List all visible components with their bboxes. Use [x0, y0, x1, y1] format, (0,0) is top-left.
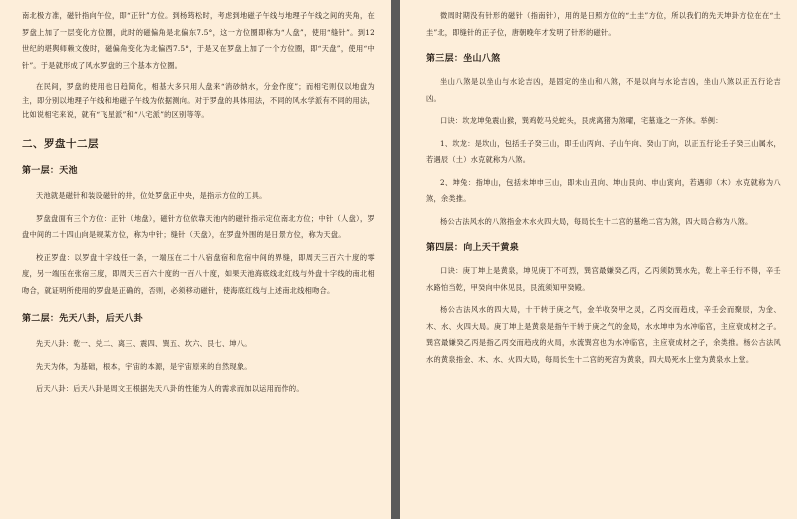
section-heading: 第四层：向上天干黄泉 — [426, 243, 520, 253]
paragraph: 2、坤兔：指坤山，包括未坤申三山，即未山丑向、坤山艮向、申山寅向，若遇卯（木）水克就称为八煞，余类推。 — [426, 177, 781, 203]
left-page — [0, 0, 391, 519]
paragraph: 罗盘盘面有三个方位：正针（地盘），磁针方位依靠天池内的磁针指示定位南北方位；中针（人盘），罗盘中间的二十四山向是规某方位，称为中针；缝针（天盘），在罗盘外围的是日景方位，称为天盘。 — [22, 213, 375, 239]
paragraph: 天池就是磁针和装设磁针的井，位处罗盘正中央，是指示方位的工具。 — [36, 191, 267, 200]
paragraph: 杨公古法风水的四大局，十干转于庚之气，金羊收癸甲之灵，乙丙交而趋戌，辛壬会而聚辰，为金、木、水、火四大局。庚丁坤上是黄泉是指午干转于庚之气的金局，水水坤申为水冲临官，主应衰成材之子。巽宫最嫌癸乙丙是指乙丙交而趋戌的火局，水流巽宫也为水冲临官，主应衰成材之子，余类推。杨公古法风水的黄泉指金、木、水、火四大局，每局长生十二宫的死宫为黄泉，四大局死水上堂为黄泉水上堂。 — [426, 305, 781, 364]
paragraph: 坐山八煞是以坐山与水论吉凶，是固定的坐山和八煞，不是以向与水论吉凶，坐山八煞以正五行论吉凶。 — [426, 77, 781, 103]
paragraph: 后天八卦：后天八卦是周文王根据先天八卦的性能为人的需求而加以运用而作的。 — [36, 384, 304, 393]
paragraph: 杨公古法风水的八煞指金木水火四大局，每局长生十二宫的墓绝二宫为煞，四大局合称为八煞。 — [440, 216, 753, 226]
paragraph: 口诀：庚丁坤上是黄泉，坤见庚丁不可烈，巽宫最嫌癸乙丙，乙丙须防巽水先，乾上辛壬行不得，辛壬水路怕当乾，甲癸向中休见艮，艮流须知甲癸殿。 — [426, 266, 781, 292]
right-page — [400, 0, 797, 519]
chapter-heading: 二、罗盘十二层 — [22, 138, 99, 150]
section-heading: 第二层：先天八卦，后天八卦 — [22, 314, 143, 324]
section-heading: 第一层：天池 — [22, 166, 78, 176]
paragraph: 先天八卦：乾一、兑二、离三、震四、巽五、坎六、艮七、坤八。 — [36, 339, 252, 348]
paragraph: 口诀：坎龙坤兔震山猴，巽鸡乾马兑蛇头，艮虎离猪为煞曜，宅墓逢之一齐休。举例： — [440, 116, 723, 125]
paragraph: 微周时期没有针形的磁针（指南针），用的是日照方位的“土圭”方位，所以我们的先天坤卦方位在在“土圭”北，即缝针的正子位，唐朝晚年才发明了针形的磁针。 — [426, 11, 781, 37]
paragraph: 校正罗盘：以罗盘十字线任一条，一端压在二十八宿盘宿和危宿中间的界缝，即周天三百六十度的零度，另一端压在张宿三度，即周天三百六十度的一百八十度，如果天池海底线北红线与外盘十字线的南北相吻合，就证明所使用的罗盘是正确的，否则，必须移动磁针，使海底红线与上述南北线相吻合。 — [22, 252, 375, 295]
paragraph: 先天为体，为基础，根本，宇宙的本源，是宇宙原来的自然现象。 — [36, 361, 252, 371]
paragraph: 1、坎龙：是坎山，包括壬子癸三山，即壬山丙向、子山午向、癸山丁向，以正五行论壬子癸三山属水，若遇辰（土）水克就称为八煞。 — [426, 138, 781, 164]
section-heading: 第三层：坐山八煞 — [426, 54, 501, 64]
page-gutter — [391, 0, 400, 519]
paragraph: 南北极方准，磁针指向午位，即“正针”方位。到杨筠松时，考虑到地磁子午线与地理子午线之间的夹角，在罗盘上加了一层变化方位圈，此时的磁偏角是北偏东7.5°，这一方位圈即称为“人盘”，使用“缝针”。到12世纪的堪舆师赖文俊时，磁偏角变化为北偏西7.5°，于是又在罗盘上加了一个方位圈，即“天盘”，使用“中针”。于是就形成了风水罗盘的三个基本方位圈。 — [22, 11, 375, 70]
paragraph: 在民间，罗盘的使用也日趋简化，相基大多只用人盘来“消砂纳水，分金作度”；而相宅则仅以地盘为主，即分别以地理子午线和地磁子午线为依据测向。对于罗盘的具体用法，不同的风水学派有不同的用法，比如说相宅来说，就有“飞星派”和“八宅派”的区别等等。 — [22, 82, 375, 119]
